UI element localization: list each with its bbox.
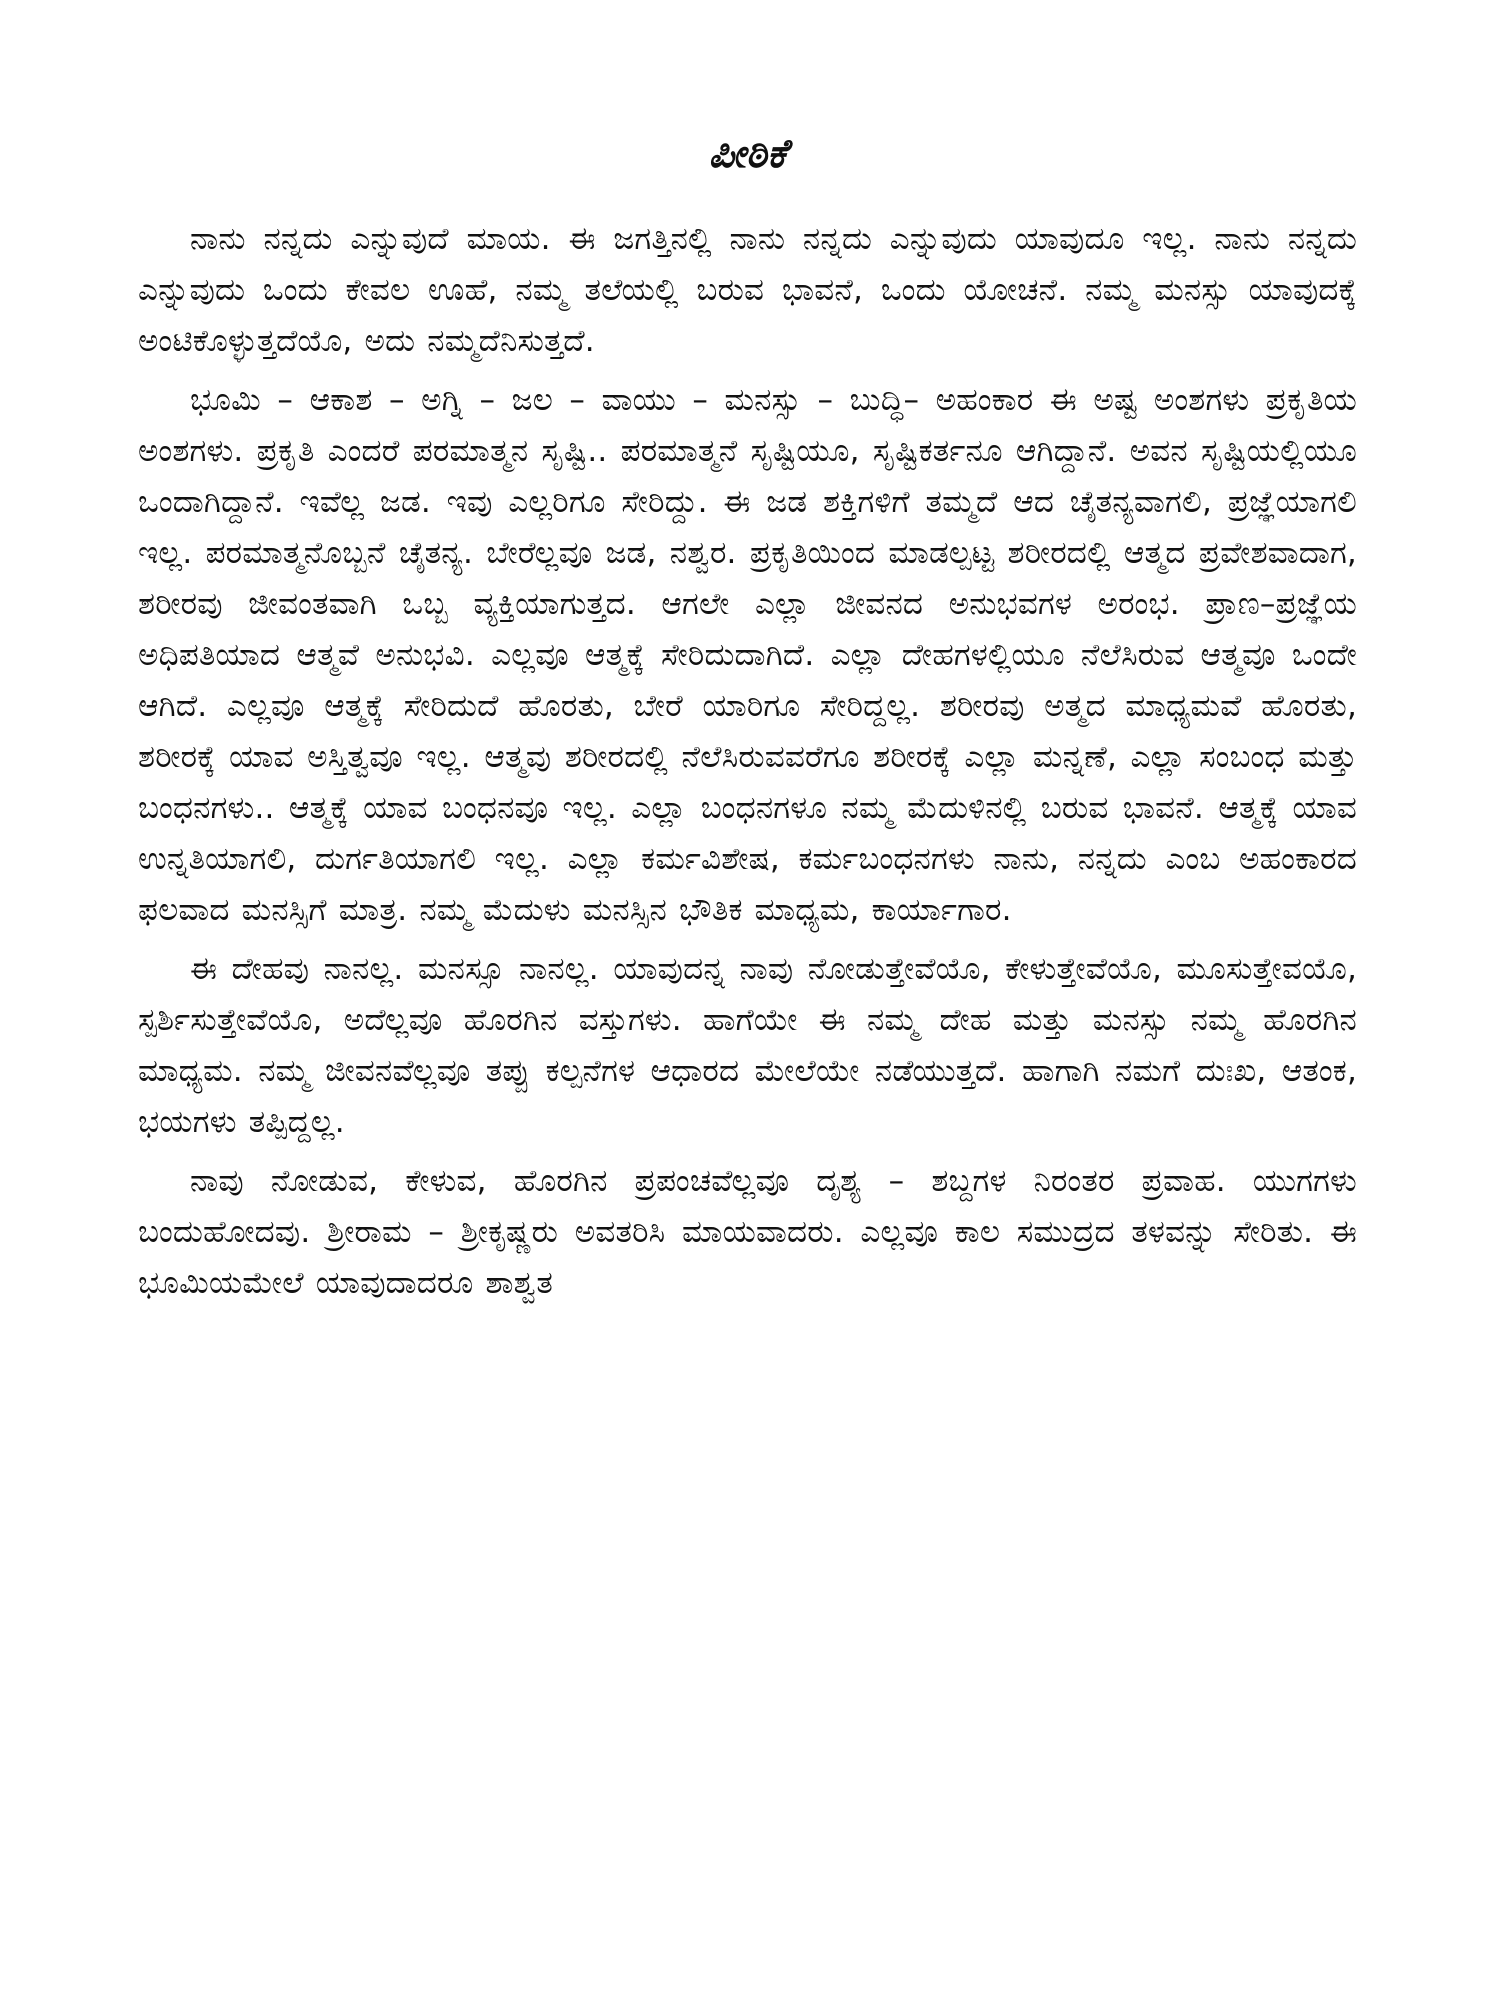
paragraph: ನಾವು ನೋಡುವ, ಕೇಳುವ, ಹೊರಗಿನ ಪ್ರಪಂಚವೆಲ್ಲವೂ ದೃಶ್ಯ – ಶಬ್ದಗಳ ನಿರಂತರ ಪ್ರವಾಹ. ಯುಗಗಳು ಬಂದುಹೋದವು. ಶ್ರೀರಾಮ – ಶ್ರೀಕೃಷ್ಣರು ಅವತರಿಸಿ ಮಾಯವಾದರು. ಎಲ್ಲವೂ ಕಾಲ ಸಮುದ್ರದ ತಳವನ್ನು ಸೇರಿತು. ಈ ಭೂಮಿಯಮೇಲೆ ಯಾವುದಾದರೂ ಶಾಶ್ವತ (138, 1163, 1357, 1301)
paragraph: ನಾನು ನನ್ನದು ಎನ್ನುವುದೆ ಮಾಯ. ಈ ಜಗತ್ತಿನಲ್ಲಿ ನಾನು ನನ್ನದು ಎನ್ನುವುದು ಯಾವುದೂ ಇಲ್ಲ. ನಾನು ನನ್ನದು ಎನ್ನುವುದು ಒಂದು ಕೇವಲ ಊಹೆ, ನಮ್ಮ ತಲೆಯಲ್ಲಿ ಬರುವ ಭಾವನೆ, ಒಂದು ಯೋಚನೆ. ನಮ್ಮ ಮನಸ್ಸು ಯಾವುದಕ್ಕೆ ಅಂಟಿಕೊಳ್ಳುತ್ತದೆಯೊ, ಅದು ನಮ್ಮದೆನಿಸುತ್ತದೆ. (138, 221, 1357, 359)
page-title: ಪೀಠಿಕೆ (708, 131, 787, 177)
paragraph: ಈ ದೇಹವು ನಾನಲ್ಲ. ಮನಸ್ಸೂ ನಾನಲ್ಲ. ಯಾವುದನ್ನ ನಾವು ನೋಡುತ್ತೇವೆಯೊ, ಕೇಳುತ್ತೇವೆಯೊ, ಮೂಸುತ್ತೇವಯೊ, ಸ್ಪರ್ಶಿಸುತ್ತೇವೆಯೊ, ಅದೆಲ್ಲವೂ ಹೊರಗಿನ ವಸ್ತುಗಳು. ಹಾಗೆಯೇ ಈ ನಮ್ಮ ದೇಹ ಮತ್ತು ಮನಸ್ಸು ನಮ್ಮ ಹೊರಗಿನ ಮಾಧ್ಯಮ. ನಮ್ಮ ಜೀವನವೆಲ್ಲವೂ ತಪ್ಪು ಕಲ್ಪನೆಗಳ ಆಧಾರದ ಮೇಲೆಯೇ ನಡೆಯುತ್ತದೆ. ಹಾಗಾಗಿ ನಮಗೆ ದುಃಖ, ಆತಂಕ, ಭಯಗಳು ತಪ್ಪಿದ್ದಲ್ಲ. (138, 951, 1357, 1140)
paragraph: ಭೂಮಿ – ಆಕಾಶ – ಅಗ್ನಿ – ಜಲ – ವಾಯು – ಮನಸ್ಸು – ಬುದ್ಧಿ– ಅಹಂಕಾರ ಈ ಅಷ್ಟ ಅಂಶಗಳು ಪ್ರಕೃತಿಯ ಅಂಶಗಳು. ಪ್ರಕೃತಿ ಎಂದರೆ ಪರಮಾತ್ಮನ ಸೃಷ್ಟಿ.. ಪರಮಾತ್ಮನೆ ಸೃಷ್ಟಿಯೂ, ಸೃಷ್ಟಿಕರ್ತನೂ ಆಗಿದ್ದಾನೆ. ಅವನ ಸೃಷ್ಟಿಯಲ್ಲಿಯೂ ಒಂದಾಗಿದ್ದಾನೆ. ಇವೆಲ್ಲ ಜಡ. ಇವು ಎಲ್ಲರಿಗೂ ಸೇರಿದ್ದು. ಈ ಜಡ ಶಕ್ತಿಗಳಿಗೆ ತಮ್ಮದೆ ಆದ ಚೈತನ್ಯವಾಗಲಿ, ಪ್ರಜ್ಞೆಯಾಗಲಿ ಇಲ್ಲ. ಪರಮಾತ್ಮನೊಬ್ಬನೆ ಚೈತನ್ಯ. ಬೇರೆಲ್ಲವೂ ಜಡ, ನಶ್ವರ. ಪ್ರಕೃತಿಯಿಂದ ಮಾಡಲ್ಪಟ್ಟ ಶರೀರದಲ್ಲಿ ಆತ್ಮದ ಪ್ರವೇಶವಾದಾಗ, ಶರೀರವು ಜೀವಂತವಾಗಿ ಒಬ್ಬ ವ್ಯಕ್ತಿಯಾಗುತ್ತದ. ಆಗಲೇ ಎಲ್ಲಾ ಜೀವನದ ಅನುಭವಗಳ ಅರಂಭ. ಪ್ರಾಣ–ಪ್ರಜ್ಞೆಯ ಅಧಿಪತಿಯಾದ ಆತ್ಮವೆ ಅನುಭವಿ. ಎಲ್ಲವೂ ಆತ್ಮಕ್ಕೆ ಸೇರಿದುದಾಗಿದೆ. ಎಲ್ಲಾ ದೇಹಗಳಲ್ಲಿಯೂ ನೆಲೆಸಿರುವ ಆತ್ಮವೂ ಒಂದೇ ಆಗಿದೆ. ಎಲ್ಲವೂ ಆತ್ಮಕ್ಕೆ ಸೇರಿದುದೆ ಹೊರತು, ಬೇರೆ ಯಾರಿಗೂ ಸೇರಿದ್ದಲ್ಲ. ಶರೀರವು ಅತ್ಮದ ಮಾಧ್ಯಮವೆ ಹೊರತು, ಶರೀರಕ್ಕೆ ಯಾವ ಅಸ್ತಿತ್ವವೂ ಇಲ್ಲ. ಆತ್ಮವು ಶರೀರದಲ್ಲಿ ನೆಲೆಸಿರುವವರೆಗೂ ಶರೀರಕ್ಕೆ ಎಲ್ಲಾ ಮನ್ನಣೆ, ಎಲ್ಲಾ ಸಂಬಂಧ ಮತ್ತು ಬಂಧನಗಳು.. ಆತ್ಮಕ್ಕೆ ಯಾವ ಬಂಧನವೂ ಇಲ್ಲ. ಎಲ್ಲಾ ಬಂಧನಗಳೂ ನಮ್ಮ ಮೆದುಳಿನಲ್ಲಿ ಬರುವ ಭಾವನೆ. ಆತ್ಮಕ್ಕೆ ಯಾವ ಉನ್ನತಿಯಾಗಲಿ, ದುರ್ಗತಿಯಾಗಲಿ ಇಲ್ಲ. ಎಲ್ಲಾ ಕರ್ಮವಿಶೇಷ, ಕರ್ಮಬಂಧನಗಳು ನಾನು, ನನ್ನದು ಎಂಬ ಅಹಂಕಾರದ ಫಲವಾದ ಮನಸ್ಸಿಗೆ ಮಾತ್ರ. ನಮ್ಮ ಮೆದುಳು ಮನಸ್ಸಿನ ಭೌತಿಕ ಮಾಧ್ಯಮ, ಕಾರ್ಯಾಗಾರ. (138, 382, 1357, 928)
